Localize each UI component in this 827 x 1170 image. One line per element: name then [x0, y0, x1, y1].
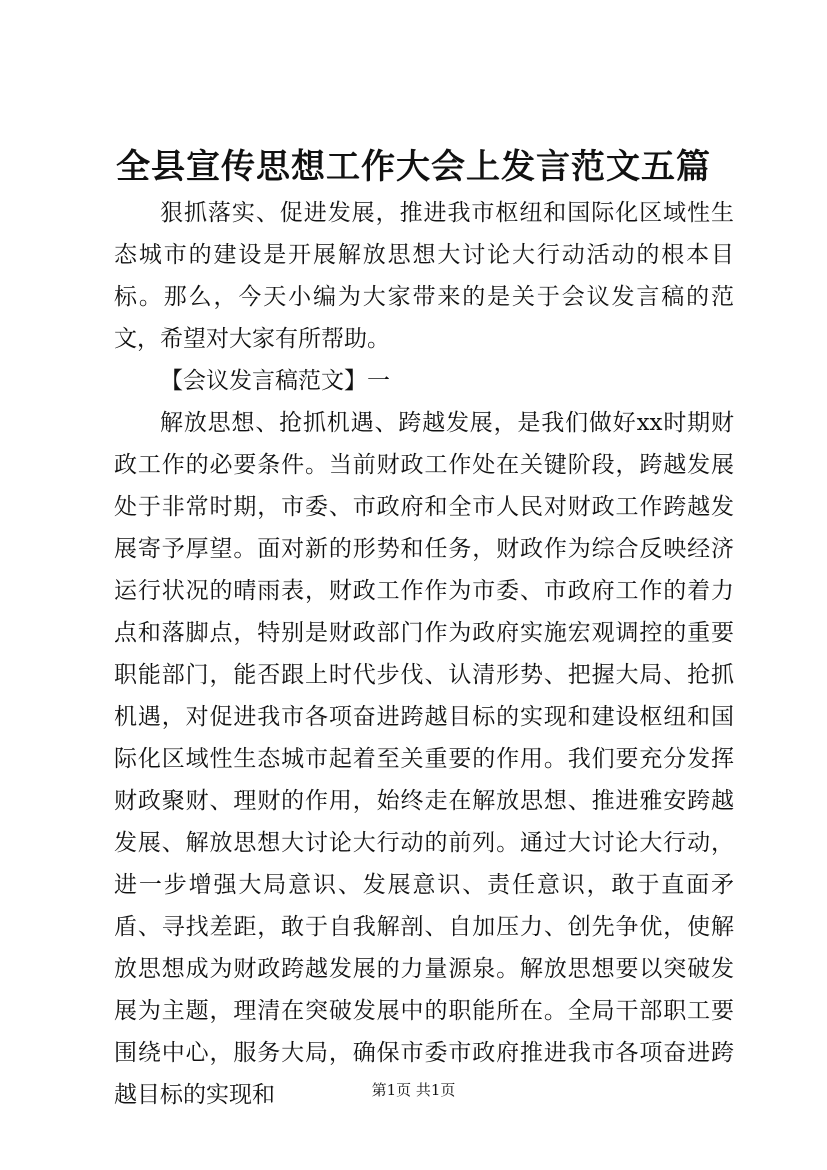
page-number-footer: 第1页 共1页 [371, 1081, 456, 1099]
document-body [114, 192, 734, 1116]
section-heading: 【会议发言稿范文】一 [160, 368, 390, 394]
intro-paragraph: 狠抓落实、促进发展，推进我市枢纽和国际化区域性生态城市的建设是开展解放思想大讨论大行动活动的根本目标。那么，今天小编为大家带来的是关于会议发言稿的范文，希望对大家有所帮助。 [114, 200, 734, 352]
body-paragraph: 解放思想、抢抓机遇、跨越发展，是我们做好xx时期财政工作的必要条件。当前财政工作处在关键阶段，跨越发展处于非常时期，市委、市政府和全市人民对财政工作跨越发展寄予厚望。面对新的形势和任务，财政作为综合反映经济运行状况的晴雨表，财政工作作为市委、市政府工作的着力点和落脚点，特别是财政部门作为政府实施宏观调控的重要职能部门，能否跟上时代步伐、认清形势、把握大局、抢抓机遇，对促进我市各项奋进跨越目标的实现和建设枢纽和国际化区域性生态城市起着至关重要的作用。我们要充分发挥财政聚财、理财的作用，始终走在解放思想、推进雅安跨越发展、解放思想大讨论大行动的前列。通过大讨论大行动，进一步增强大局意识、发展意识、责任意识，敢于直面矛盾、寻找差距，敢于自我解剖、自加压力、创先争优，使解放思想成为财政跨越发展的力量源泉。解放思想要以突破发展为主题，理清在突破发展中的职能所在。全局干部职工要围绕中心，服务大局，确保市委市政府推进我市各项奋进跨越目标的实现和 [114, 410, 734, 1108]
document-title: 全县宣传思想工作大会上发言范文五篇 [116, 147, 711, 187]
